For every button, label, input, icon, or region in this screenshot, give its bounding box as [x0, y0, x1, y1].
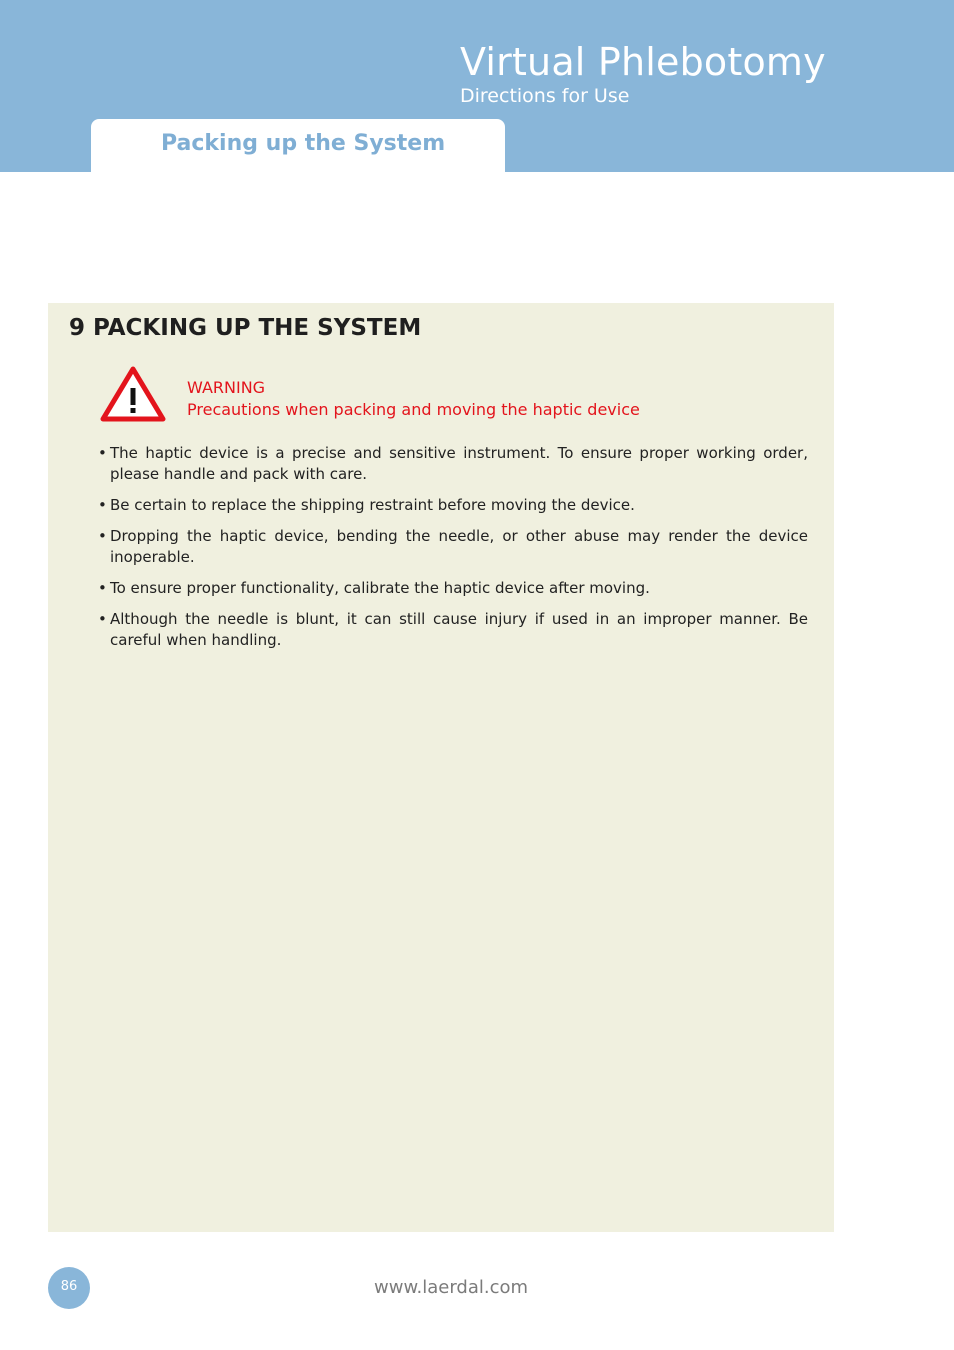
content-panel: [48, 303, 834, 1232]
precautions-list: [98, 443, 808, 661]
list-item: • Dropping the haptic device, bending the needle, or other abuse may render the device inoperable.: [98, 526, 808, 568]
list-item: • Be certain to replace the shipping restraint before moving the device.: [98, 495, 808, 516]
section-tab: [91, 119, 505, 172]
footer-url[interactable]: www.laerdal.com: [374, 1277, 529, 1298]
warning-triangle-icon: [99, 363, 167, 423]
list-item: • The haptic device is a precise and sensitive instrument. To ensure proper working order, please handle and pack with care.: [98, 443, 808, 485]
section-heading: 9 PACKING UP THE SYSTEM: [69, 315, 422, 341]
document-subtitle: Directions for Use: [460, 85, 630, 107]
page-number-badge: [48, 1267, 90, 1309]
page-header: [0, 0, 954, 172]
page-number: 86: [60, 1279, 78, 1294]
list-item: • Although the needle is blunt, it can still cause injury if used in an improper manner. Be careful when handling.: [98, 609, 808, 651]
warning-text: Precautions when packing and moving the haptic device: [187, 400, 640, 419]
warning-label: WARNING: [187, 378, 266, 397]
section-tab-label: Packing up the System: [161, 131, 446, 156]
document-title: Virtual Phlebotomy: [460, 40, 826, 84]
list-item: • To ensure proper functionality, calibrate the haptic device after moving.: [98, 578, 808, 599]
